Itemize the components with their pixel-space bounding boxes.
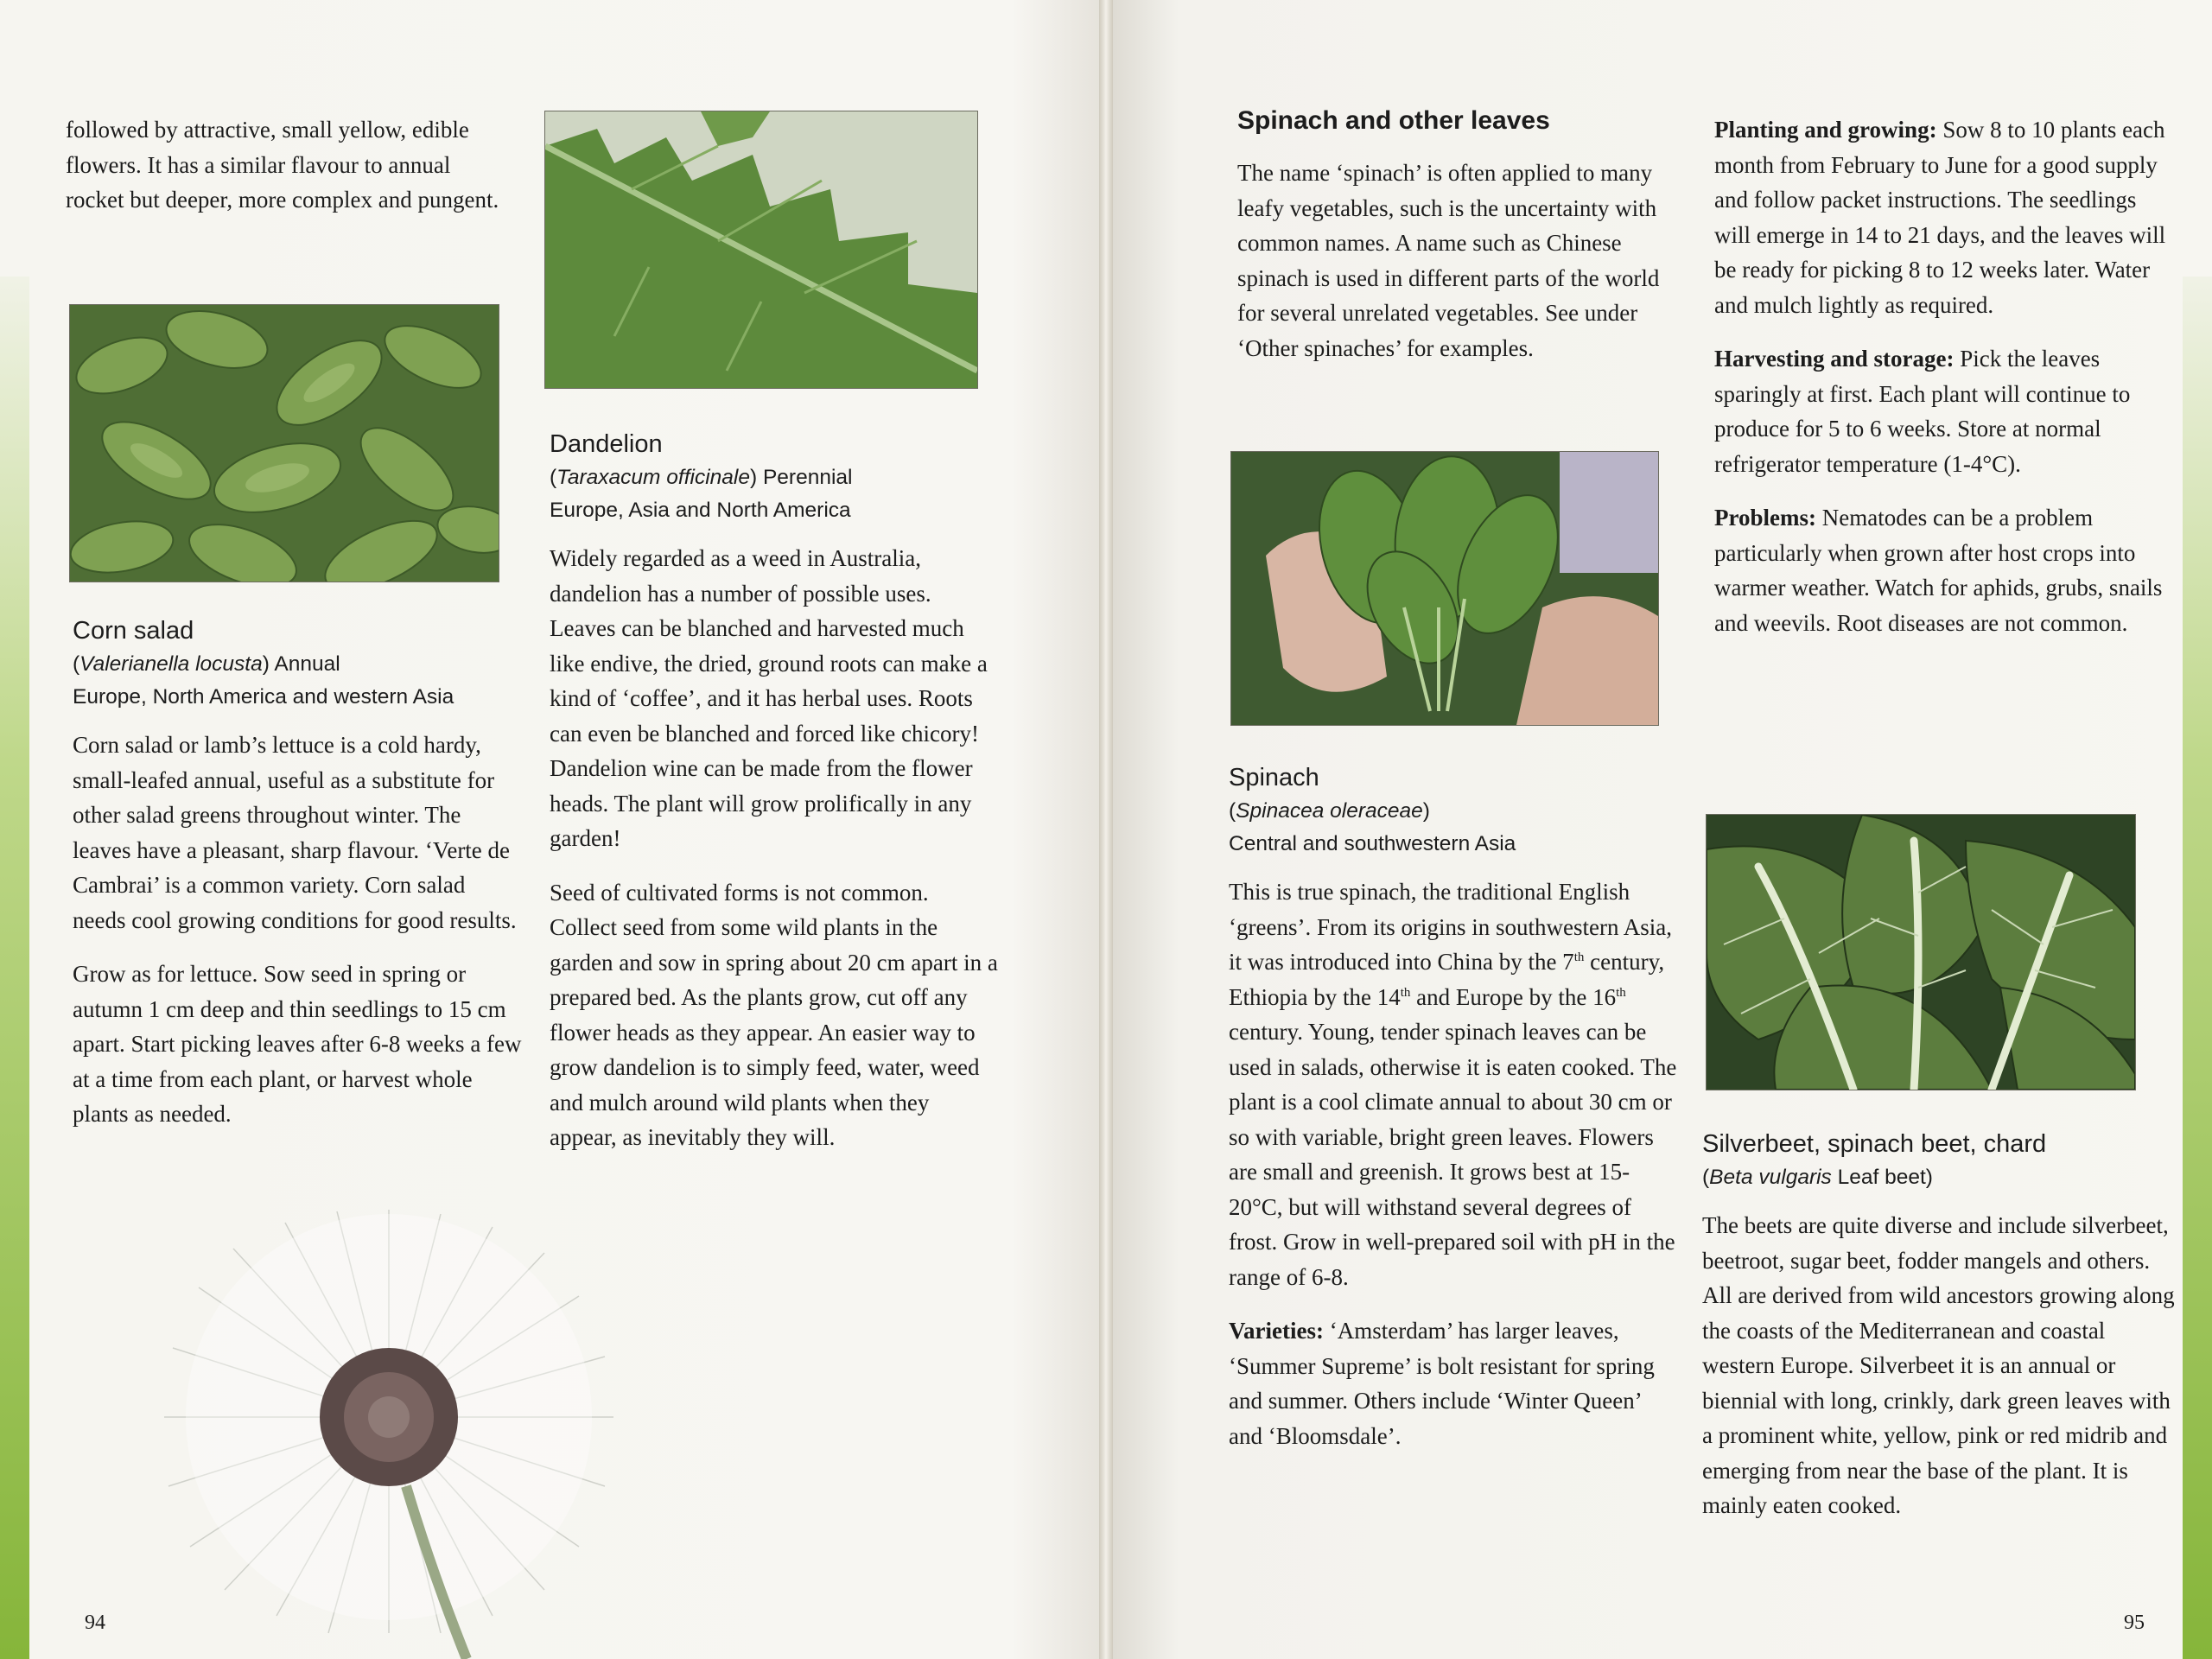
dandelion-seedhead-illustration — [147, 1201, 631, 1659]
problems-label: Problems: — [1714, 505, 1816, 531]
silverbeet-latin-suffix: Leaf beet — [1831, 1166, 1926, 1189]
ordinal-suffix: th — [1573, 950, 1585, 964]
spinach-text-part: century, Ethiopia by the 14 — [1229, 949, 1665, 1010]
silverbeet-botanical: (Beta vulgaris Leaf beet) — [1702, 1166, 1933, 1189]
spinach-paragraph-1 — [1229, 874, 1678, 1294]
dandelion-paragraph-1: Widely regarded as a weed in Australia, dandelion has a number of possible uses. Leaves can be blanched and harvested much like endive, the dried, ground roots can make a kind of ‘coffee’, and it has herbal uses. Roots can even be blanched and forced like chicory! Dandelion wine can be made from the flower heads. The plant will grow prolifically in any garden! — [550, 545, 988, 851]
dandelion-leaf-photo — [544, 111, 978, 389]
spinach-region: Central and southwestern Asia — [1229, 832, 1516, 855]
planting-text: Sow 8 to 10 plants each month from February to June for a good supply and follow packet instructions. The seedlings will emerge in 14 to 21 days, and the leaves will be ready for picking 8 to 12 weeks later. Water and mulch lightly as required. — [1714, 117, 2166, 318]
problems-paragraph — [1714, 500, 2172, 640]
corn-salad-botanical: (Valerianella locusta) Annual — [73, 652, 340, 676]
silverbeet-paragraph: The beets are quite diverse and include silverbeet, beetroot, sugar beet, fodder mangels and others. All are derived from wild ancestors growing along the coasts of the Mediterranean and coastal western Europe. Silverbeet it is an annual or biennial with long, crinkly, dark green leaves with a prominent white, yellow, pink or red midrib and emerging from near the base of the plant. It is mainly eaten cooked. — [1702, 1212, 2175, 1518]
spinach-text-part: This is true spinach, the traditional English ‘greens’. From its origins in southwestern Asia, it was introduced into China by the 7 — [1229, 879, 1672, 975]
section-intro-paragraph: The name ‘spinach’ is often applied to many leafy vegetables, such is the uncertainty with common names. A name such as Chinese spinach is used in different parts of the world for several unrelated vegetables. See under ‘Other spinaches’ for examples. — [1237, 160, 1660, 361]
silverbeet-latin-name: Beta vulgaris — [1709, 1166, 1832, 1189]
corn-salad-region: Europe, North America and western Asia — [73, 685, 454, 709]
right-page — [1113, 0, 2212, 1659]
silverbeet-leaves-image — [1707, 815, 2135, 1090]
dandelion-paragraph-2: Seed of cultivated forms is not common. Collect seed from some wild plants in the garden and sow in spring about 20 cm apart in a prepared bed. As the plants grow, cut off any flower heads as they appear. An easier way to grow dandelion is to simply feed, water, weed and mulch around wild plants when they appear, as inevitably they will. — [550, 879, 998, 1150]
book-gutter — [1099, 0, 1113, 1659]
ordinal-suffix: th — [1616, 985, 1626, 1000]
corn-salad-leaves-image — [70, 305, 499, 582]
silverbeet-heading: Silverbeet, spinach beet, chard — [1702, 1130, 2047, 1158]
page-edge-decoration — [0, 276, 29, 1659]
corn-salad-paragraph-2: Grow as for lettuce. Sow seed in spring or autumn 1 cm deep and thin seedlings to 15 cm apart. Start picking leaves after 6-8 weeks a few at a time from each plant, or harvest whole plants as needed. — [73, 961, 522, 1127]
corn-salad-heading: Corn salad — [73, 617, 194, 645]
dandelion-heading: Dandelion — [550, 430, 663, 458]
silverbeet-entry — [1702, 1127, 2177, 1542]
spinach-text-part: century. Young, tender spinach leaves can be used in salads, otherwise it is eaten cooked. The plant is a cool climate annual to about 30 cm or so with variable, bright green leaves. Flowers are small and greenish. It grows best at 15-20°C, but will withstand several degrees of frost. Grow in well-prepared soil with pH in the range of 6-8. — [1229, 1019, 1677, 1290]
spinach-text-part: and Europe by the 16 — [1410, 983, 1617, 1010]
dandelion-region: Europe, Asia and North America — [550, 499, 851, 522]
corn-salad-entry — [73, 613, 522, 1151]
spinach-varieties-paragraph — [1229, 1313, 1678, 1453]
spinach-hands-image — [1231, 452, 1658, 725]
spinach-section-intro — [1237, 104, 1669, 385]
dandelion-latin-name: Taraxacum officinale — [556, 466, 750, 489]
problems-text: Nematodes can be a problem particularly when grown after host crops into warmer weather. Watch for aphids, grubs, snails and weevils. Root diseases are not common. — [1714, 505, 2163, 636]
harvesting-paragraph — [1714, 341, 2172, 481]
spinach-heading: Spinach — [1229, 764, 1319, 791]
left-column-1 — [66, 112, 506, 237]
varieties-label: Varieties: — [1229, 1318, 1324, 1344]
corn-salad-photo — [69, 304, 499, 582]
corn-salad-latin-name: Valerianella locusta — [79, 652, 263, 676]
silverbeet-photo — [1706, 814, 2136, 1090]
dandelion-habit: Perennial — [757, 466, 853, 489]
spinach-entry — [1229, 760, 1678, 1472]
section-title: Spinach and other leaves — [1237, 106, 1550, 135]
planting-paragraph — [1714, 112, 2172, 322]
left-page — [0, 0, 1099, 1659]
page-number-left: 94 — [85, 1611, 105, 1634]
ordinal-suffix: th — [1400, 985, 1411, 1000]
harvesting-text: Pick the leaves sparingly at first. Each plant will continue to produce for 5 to 6 weeks. Store at normal refrigerator temperature (1-4°C). — [1714, 346, 2131, 477]
corn-salad-habit: Annual — [269, 652, 340, 676]
spinach-latin-name: Spinacea oleraceae — [1236, 799, 1423, 823]
dandelion-leaf-image — [545, 111, 977, 388]
dandelion-botanical: (Taraxacum officinale) Perennial — [550, 466, 853, 489]
planting-label: Planting and growing: — [1714, 117, 1937, 143]
spinach-cultivation — [1714, 112, 2172, 659]
varieties-text: ‘Amsterdam’ has larger leaves, ‘Summer Supreme’ is bolt resistant for spring and summer. Others include ‘Winter Queen’ and ‘Bloomsdale’. — [1229, 1318, 1655, 1449]
page-number-right: 95 — [2124, 1611, 2145, 1634]
harvesting-label: Harvesting and storage: — [1714, 346, 1955, 372]
dandelion-entry — [550, 427, 999, 1174]
spinach-photo — [1230, 451, 1659, 726]
spinach-botanical: (Spinacea oleraceae) — [1229, 799, 1430, 823]
intro-paragraph: followed by attractive, small yellow, edible flowers. It has a similar flavour to annual rocket but deeper, more complex and pungent. — [66, 117, 499, 213]
corn-salad-paragraph-1: Corn salad or lamb’s lettuce is a cold hardy, small-leafed annual, useful as a substitute for other salad greens throughout winter. The leaves have a pleasant, sharp flavour. ‘Verte de Cambrai’ is a common variety. Corn salad needs cool growing conditions for good results. — [73, 732, 517, 933]
page-edge-decoration — [2183, 276, 2212, 1659]
